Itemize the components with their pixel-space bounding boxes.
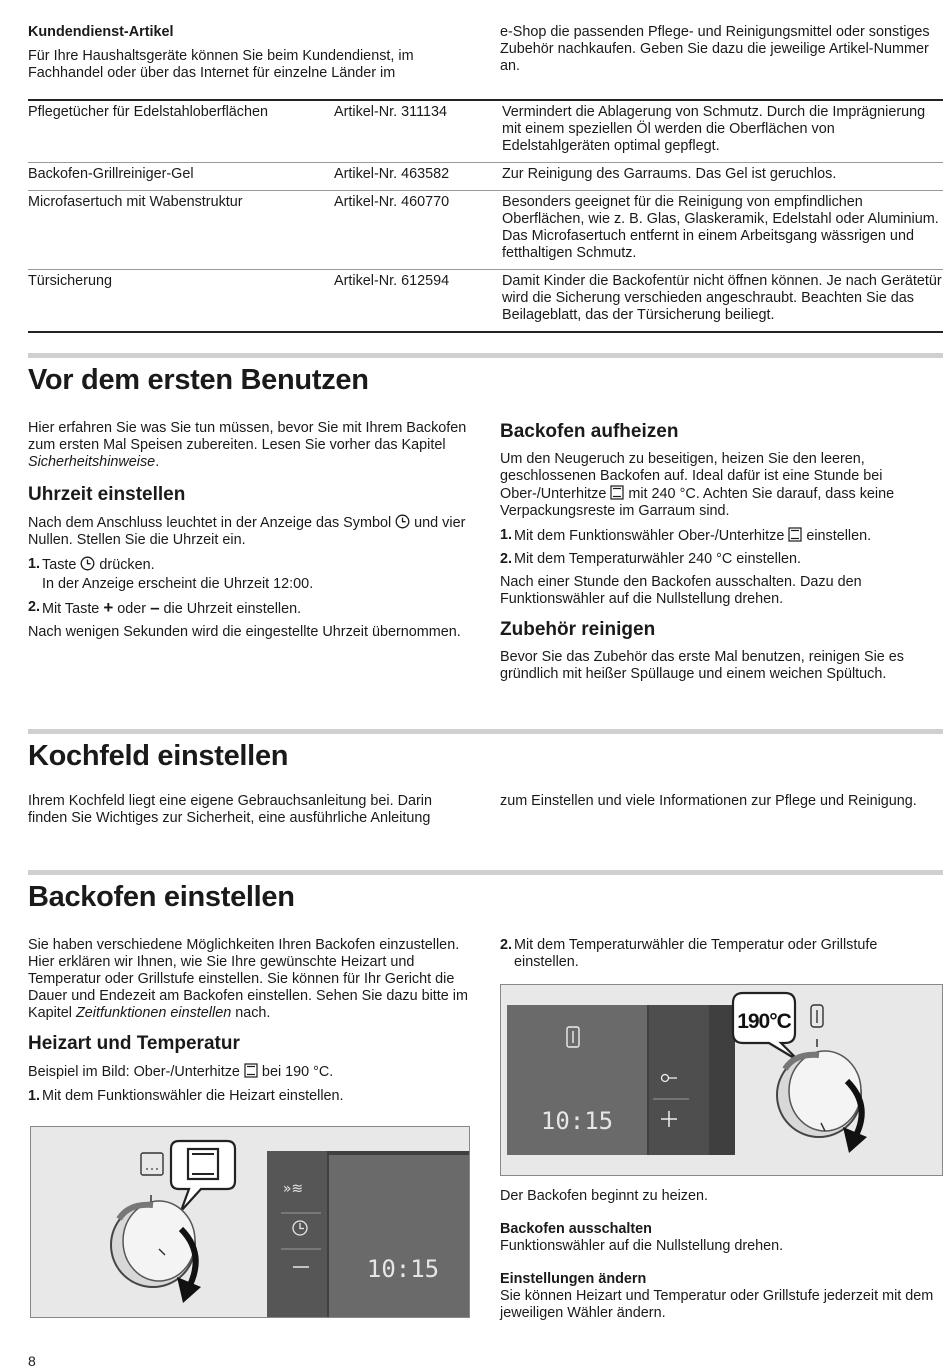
backofen-left-column <box>28 937 472 1111</box>
aufheizen-step-1 <box>500 527 943 545</box>
section-title-backofen: Backofen einstellen <box>28 881 295 913</box>
table-row <box>28 270 943 333</box>
article-name: Pflegetücher für Edelstahloberflächen <box>28 104 268 120</box>
kundendienst-title: Kundendienst-Artikel <box>28 24 174 40</box>
table-row <box>28 163 943 191</box>
article-name: Türsicherung <box>28 273 112 289</box>
function-selector-figure <box>30 1126 470 1318</box>
step-text <box>42 556 155 574</box>
vor-intro <box>28 420 472 471</box>
callout-bubble <box>171 1141 235 1211</box>
aendern-title: Einstellungen ändern <box>500 1271 647 1287</box>
ausschalten-text: Funktionswähler auf die Nullstellung drehen. <box>500 1238 784 1254</box>
backofen-right-column <box>500 937 943 977</box>
zubehoer-title: Zubehör reinigen <box>500 619 656 640</box>
heizart-title: Heizart und Temperatur <box>28 1033 240 1054</box>
page-number: 8 <box>28 1353 36 1369</box>
step-text <box>514 527 871 545</box>
aufheizen-title: Backofen aufheizen <box>500 421 679 442</box>
heizart-example <box>28 1063 472 1081</box>
step-number: 1. <box>500 527 513 543</box>
kochfeld-left <box>28 793 472 834</box>
kundendienst-right <box>500 24 943 82</box>
kundendienst-text-left: Für Ihre Haushaltsgeräte können Sie beim Kundendienst, im Fachhandel oder über das Internet für einzelne Länder im <box>28 48 414 81</box>
top-bottom-heat-icon <box>244 1063 258 1078</box>
vor-intro-text: Hier erfahren Sie was Sie tun müssen, bevor Sie mit Ihrem Backofen zum ersten Mal Speisen zubereiten. Lesen Sie vorher das Kapitel <box>28 420 467 453</box>
kundendienst-text-right: e-Shop die passenden Pflege- und Reinigungsmittel oder sonstiges Zubehör nachkaufen. Geben Sie dazu die jeweilige Artikel-Nummer an. <box>500 24 930 74</box>
step-number: 2. <box>500 937 513 953</box>
step-text-a: Mit dem Funktionswähler Ober-/Unterhitze <box>514 528 789 544</box>
temperature-label: 190°C <box>737 1010 791 1033</box>
step-text-mid: oder <box>113 601 151 617</box>
display-time: 10:15 <box>366 1255 440 1283</box>
backofen-right-lower <box>500 1188 943 1329</box>
clock-icon <box>395 514 410 529</box>
backofen-intro-text: Sie haben verschiedene Möglichkeiten Ihren Backofen einzustellen. Hier erklären wir Ihnen, wie Sie Ihre gewünschte Heizart und Temperatur oder Grillstufe einstellen. Sie können für Ihr Gericht die Dauer und Endezeit am Backofen einstellen. Sehen Sie dazu bitte im Kapitel <box>28 937 468 1021</box>
aendern-text: Sie können Heizart und Temperatur oder Grillstufe jederzeit mit dem jeweiligen Wähler ändern. <box>500 1288 934 1321</box>
section-title-vor: Vor dem ersten Benutzen <box>28 364 369 396</box>
backofen-intro <box>28 937 472 1022</box>
oven-display <box>329 1155 470 1318</box>
aufheizen-text-b: mit 240 °C. Achten Sie darauf, dass keine Verpackungsreste im Garraum sind. <box>500 486 895 519</box>
aufheizen-step-2 <box>500 551 943 568</box>
article-number: Artikel-Nr. 460770 <box>334 194 450 210</box>
article-name: Microfasertuch mit Wabenstruktur <box>28 194 243 210</box>
table-row <box>28 191 943 270</box>
kochfeld-text-left: Ihrem Kochfeld liegt eine eigene Gebrauchsanleitung bei. Darin finden Sie Wichtiges zur Sicherheit, eine ausführliche Anleitung <box>28 793 432 826</box>
uhrzeit-step-1 <box>28 556 472 574</box>
step-text-a: Mit Taste <box>42 601 104 617</box>
step-text-b: einstellen. <box>802 528 872 544</box>
article-desc: Besonders geeignet für die Reinigung von empfindlichen Oberflächen, wie z. B. Glas, Glaskeramik, Edelstahl oder Aluminium. Das Microfasertuch entfernt in einem Arbeitsgang wässrigen und fetthaltigen Schmutz. <box>502 194 939 261</box>
kochfeld-text-right: zum Einstellen und viele Informationen zur Pflege und Reinigung. <box>500 793 917 809</box>
section-divider <box>28 729 943 734</box>
step-text: Mit dem Temperaturwähler 240 °C einstellen. <box>514 551 802 567</box>
display-time: 10:15 <box>540 1107 614 1135</box>
minus-symbol: – <box>150 598 160 617</box>
step-number: 2. <box>28 599 41 615</box>
uhrzeit-step-2 <box>28 599 472 618</box>
backofen-intro-end: nach. <box>231 1005 271 1021</box>
table-row <box>28 100 943 163</box>
top-bottom-heat-icon <box>610 485 624 500</box>
section-divider <box>28 353 943 358</box>
vor-intro-ref: Sicherheitshinweise <box>28 454 156 470</box>
uhrzeit-title: Uhrzeit einstellen <box>28 484 186 505</box>
section-title-kochfeld: Kochfeld einstellen <box>28 740 289 772</box>
fast-heat-icon: »≋ <box>282 1181 304 1197</box>
step-number: 1. <box>28 1088 41 1104</box>
article-desc: Damit Kinder die Backofentür nicht öffnen können. Je nach Gerätetür wird die Sicherung verschieden angeschraubt. Beachten Sie das Beilageblatt, das der Türsicherung beiliegt. <box>502 273 942 323</box>
article-number: Artikel-Nr. 612594 <box>334 273 450 289</box>
temperature-selector-illustration <box>501 985 943 1176</box>
step-text-b: die Uhrzeit einstellen. <box>159 601 302 617</box>
uhrzeit-text-b: und vier Nullen. Stellen Sie die Uhrzeit ein. <box>28 515 466 548</box>
section-divider <box>28 870 943 875</box>
step-text: Mit dem Temperaturwähler die Temperatur oder Grillstufe einstellen. <box>514 937 878 970</box>
kochfeld-right <box>500 793 943 817</box>
step-text <box>42 599 301 618</box>
backofen-step-2 <box>500 937 943 971</box>
step-number: 2. <box>500 551 513 567</box>
aufheizen-text <box>500 451 943 520</box>
article-desc: Vermindert die Ablagerung von Schmutz. Durch die Imprägnierung mit einem speziellen Öl werden die Oberflächen von Edelstahlgeräten optimal gepflegt. <box>502 104 926 154</box>
function-selector-illustration <box>31 1127 470 1318</box>
aufheizen-text-a: Um den Neugeruch zu beseitigen, heizen Sie den leeren, geschlossenen Backofen auf. Ideal dafür ist eine Stunde bei Ober-/Unterhitze <box>500 451 883 502</box>
top-bottom-heat-icon <box>788 527 802 542</box>
article-name: Backofen-Grillreiniger-Gel <box>28 166 194 182</box>
vor-left-column <box>28 420 472 648</box>
plus-symbol: + <box>103 598 114 617</box>
vor-intro-end: . <box>155 454 160 470</box>
heats-text: Der Backofen beginnt zu heizen. <box>500 1188 708 1204</box>
clock-icon <box>80 556 95 571</box>
uhrzeit-outro: Nach wenigen Sekunden wird die eingestellte Uhrzeit übernommen. <box>28 624 461 640</box>
uhrzeit-step-1-result: In der Anzeige erscheint die Uhrzeit 12:00. <box>42 576 314 592</box>
zubehoer-text: Bevor Sie das Zubehör das erste Mal benutzen, reinigen Sie es gründlich mit heißer Spüllauge und einem weichen Spültuch. <box>500 649 904 682</box>
article-desc: Zur Reinigung des Garraums. Das Gel ist geruchlos. <box>502 166 837 182</box>
uhrzeit-text <box>28 514 472 549</box>
step-number: 1. <box>28 556 41 572</box>
article-number: Artikel-Nr. 311134 <box>334 104 448 120</box>
kundendienst-left <box>28 24 472 89</box>
step-text-b: drücken. <box>95 557 155 573</box>
article-number: Artikel-Nr. 463582 <box>334 166 450 182</box>
backofen-step-1 <box>28 1088 472 1105</box>
vor-right-column <box>500 420 943 690</box>
heizart-example-b: bei 190 °C. <box>257 1064 334 1080</box>
articles-table <box>28 99 943 333</box>
heizart-example-a: Beispiel im Bild: Ober-/Unterhitze <box>28 1064 244 1080</box>
uhrzeit-text-a: Nach dem Anschluss leuchtet in der Anzeige das Symbol <box>28 515 396 531</box>
step-text-a: Taste <box>42 557 81 573</box>
aufheizen-outro: Nach einer Stunde den Backofen ausschalten. Dazu den Funktionswähler auf die Nullstellung drehen. <box>500 574 862 607</box>
backofen-intro-ref: Zeitfunktionen einstellen <box>76 1005 232 1021</box>
ausschalten-title: Backofen ausschalten <box>500 1221 652 1237</box>
step-text: Mit dem Funktionswähler die Heizart einstellen. <box>42 1088 344 1104</box>
setting-symbol-icon <box>141 1153 163 1175</box>
temperature-selector-figure <box>500 984 943 1176</box>
